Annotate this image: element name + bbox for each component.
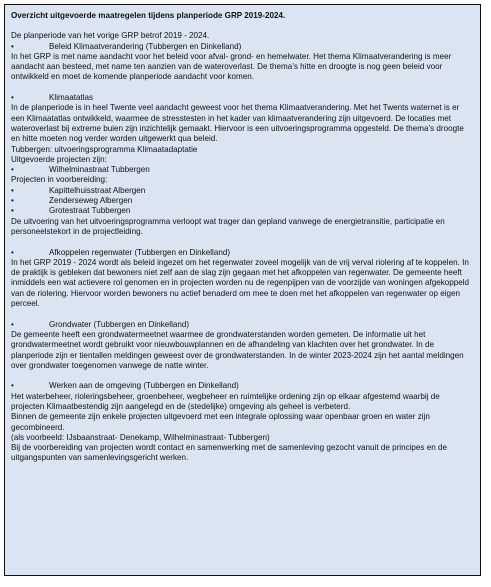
section-heading-text: Werken aan de omgeving (Tubbergen en Dinkelland) (49, 381, 239, 391)
section-body-omgeving: Het waterbeheer, rioleringsbeheer, groenbeheer, wegbeheer en ruimtelijke ordening zijn op elkaar afgestemd waarbij de projecten Klimaatbestendig zijn aangelegd en de (stedelijke) omgeving als geheel is verbeterd. (11, 391, 440, 411)
bullet-icon (11, 381, 49, 391)
section-heading-text: Beleid Klimaatverandering (Tubbergen en Dinkelland) (49, 41, 242, 51)
document-title: Overzicht uitgevoerde maatregelen tijdens planperiode GRP 2019-2024. (11, 11, 286, 20)
project-item (11, 186, 474, 196)
bullet-icon (11, 320, 49, 330)
bullet-icon (11, 206, 49, 216)
bullet-icon (11, 93, 49, 103)
bullet-icon (11, 248, 49, 258)
bullet-icon (11, 165, 49, 175)
section-body-afkoppelen: In het GRP 2019 - 2024 wordt als beleid ingezet om het regenwater zoveel mogelijk van de vrij verval riolering af te koppelen. In de praktijk is gebleken dat bewoners niet zelf aan de slag zijn gegaan met het afkoppelen van regenwater. De gemeente heeft inmiddels een wat actievere rol genomen en in projecten worden nu de regenpijpen van de voorzijde van woningen afgekoppeld van de riolering. Hiervoor worden bewoners nu actief benaderd om mee te doen met het afkoppelen van regenwater op eigen perceel. (11, 257, 470, 309)
section-body-klimaatatlas: In de planperiode is in heel Twente veel aandacht geweest voor het thema Klimaatverandering. Met het Twents waternet is er een Klimaatatlas ontwikkeld, waarmee de stresstesten in het kader van klimaatverandering zijn uitgevoerd. De locaties met wateroverlast bij extreme buien zijn inzichtelijk gemaakt. Hiervoor is een uitvoeringsprogramma opgesteld. De thema’s droogte en hitte moeten nog verder worden uitgewerkt qua beleid. (11, 103, 464, 144)
bullet-icon (11, 186, 49, 196)
section-body-grondwater: De gemeente heeft een grondwatermeetnet waarmee de grondwaterstanden worden gemeten. De informatie uit het grondwatermeetnet wordt gebruikt voor nieuwbouwplannen en de afhandeling van klachten over het grondwater. In de planperiode zijn er tientallen meldingen geweest over de grondwaterstanden. In de winter 2023-2024 zijn het aantal meldingen over grondwater toegenomen vanwege de natte winter. (11, 329, 464, 370)
executed-label: Uitgevoerde projecten zijn: (11, 154, 107, 164)
section-heading-omgeving (11, 381, 474, 391)
section-heading-klimaatatlas (11, 93, 474, 103)
section-heading-text: Grondwater (Tubbergen en Dinkelland) (49, 319, 190, 329)
preparing-label: Projecten in voorbereiding: (11, 175, 108, 185)
program-label: Tubbergen: uitvoeringsprogramma Klimaatadaptatie (11, 144, 198, 154)
project-item (11, 165, 474, 175)
project-name: Kapittelhuisstraat Albergen (49, 185, 146, 195)
section-heading-grondwater (11, 320, 474, 330)
section-closing-klimaatatlas: De uitvoering van het uitvoeringsprogramma verloopt wat trager dan gepland vanwege de energietransitie, participatie en personeelstekort in de projectleiding. (11, 216, 445, 236)
project-name: Wilhelminastraat Tubbergen (49, 165, 150, 175)
bullet-icon (11, 42, 49, 52)
project-name: Grotestraat Tubbergen (49, 206, 131, 216)
section-example-omgeving: (als voorbeeld: IJsbaanstraat- Denekamp, Wilhelminastraat- Tubbergen) (11, 432, 270, 442)
document-box (4, 4, 481, 576)
section-heading-text: Afkoppelen regenwater (Tubbergen en Dinkelland) (49, 247, 231, 257)
section-closing-omgeving: Bij de voorbereiding van projecten wordt contact en samenwerking met de samenleving gezocht vanuit de principes en de uitgangspunten van samenlevingsgericht werken. (11, 443, 447, 463)
section-heading-text: Klimaatatlas (49, 93, 94, 103)
section-heading-beleid (11, 42, 474, 52)
intro-text: De planperiode van het vorige GRP betrof 2019 - 2024. (11, 31, 210, 41)
bullet-icon (11, 196, 49, 206)
project-name: Zenderseweg Albergen (49, 196, 133, 206)
section-heading-afkoppelen (11, 248, 474, 258)
section-body-beleid: In het GRP is met name aandacht voor het beleid voor afval- grond- en hemelwater. Het thema Klimaatverandering is meer aandacht aan besteed, met name ten aanzien van de wateroverlast. De thema’s hitte en droogte is nog geen beleid voor ontwikkeld en moet de komende planperiode aandacht voor komen. (11, 51, 452, 82)
section-body-omgeving-2: Binnen de gemeente zijn enkele projecten uitgevoerd met een integrale oplossing waar openbaar groen en water zijn gecombineerd. (11, 412, 430, 432)
project-item (11, 196, 474, 206)
project-item (11, 206, 474, 216)
